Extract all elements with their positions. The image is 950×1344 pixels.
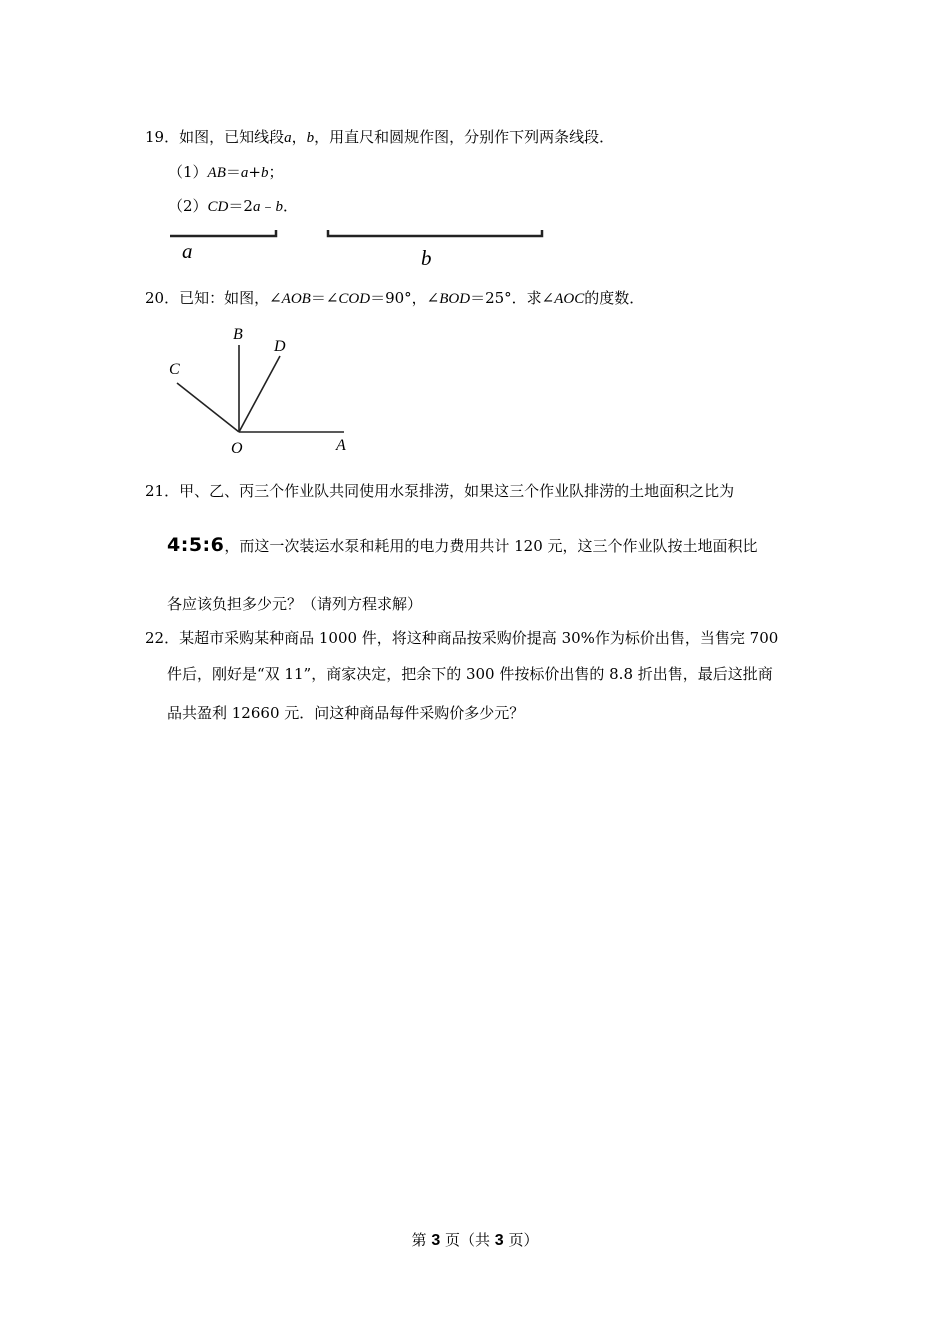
label-c: C [169, 361, 180, 378]
page-number: 3 [431, 1232, 441, 1249]
q20-stem: 20．已知：如图，∠AOB＝∠COD＝90°，∠BOD＝25°．求∠AOC的度数． [145, 289, 645, 307]
page-total: 3 [494, 1232, 504, 1249]
q19-part2: （2）CD＝2a﹣b． [168, 197, 298, 215]
label-d: D [274, 338, 286, 355]
segment-a-label: a [182, 239, 193, 263]
label-a: A [336, 437, 346, 454]
page-footer: 第 3 页（共 3 页） [411, 1231, 539, 1249]
label-b: B [233, 326, 243, 343]
q21-line1: 21．甲、乙、丙三个作业队共同使用水泵排涝，如果这三个作业队排涝的土地面积之比为 [145, 482, 735, 500]
q22-line2: 件后，刚好是“双 11”，商家决定，把余下的 300 件按标价出售的 8.8 折出售，最后这批商 [167, 665, 773, 683]
q22-line3: 品共盈利 12660 元．问这种商品每件采购价多少元？ [167, 704, 525, 722]
ratio-formula: 4:5:6 [167, 534, 225, 556]
q21-number: 21． [145, 482, 180, 500]
label-o: O [231, 440, 243, 457]
q22-line1: 22．某超市采购某种商品 1000 件，将这种商品按采购价提高 30%作为标价出售，当售完 700 [145, 629, 779, 647]
angle-figure [0, 0, 950, 470]
q21-line2: 4:5:6，而这一次装运水泵和耗用的电力费用共计 120 元，这三个作业队按土地面积比 [167, 534, 758, 556]
q22-number: 22． [145, 629, 180, 647]
q20-number: 20． [145, 289, 180, 307]
ray-oc [177, 383, 239, 432]
q19-part1: （1）AB＝a+b； [168, 163, 284, 181]
q19-number: 19． [145, 128, 180, 146]
ray-od [239, 356, 280, 432]
segment-b-label: b [421, 246, 432, 270]
q21-line3: 各应该负担多少元？（请列方程求解） [167, 595, 423, 613]
q19-stem: 19．如图，已知线段a，b，用直尺和圆规作图，分别作下列两条线段． [145, 128, 615, 146]
